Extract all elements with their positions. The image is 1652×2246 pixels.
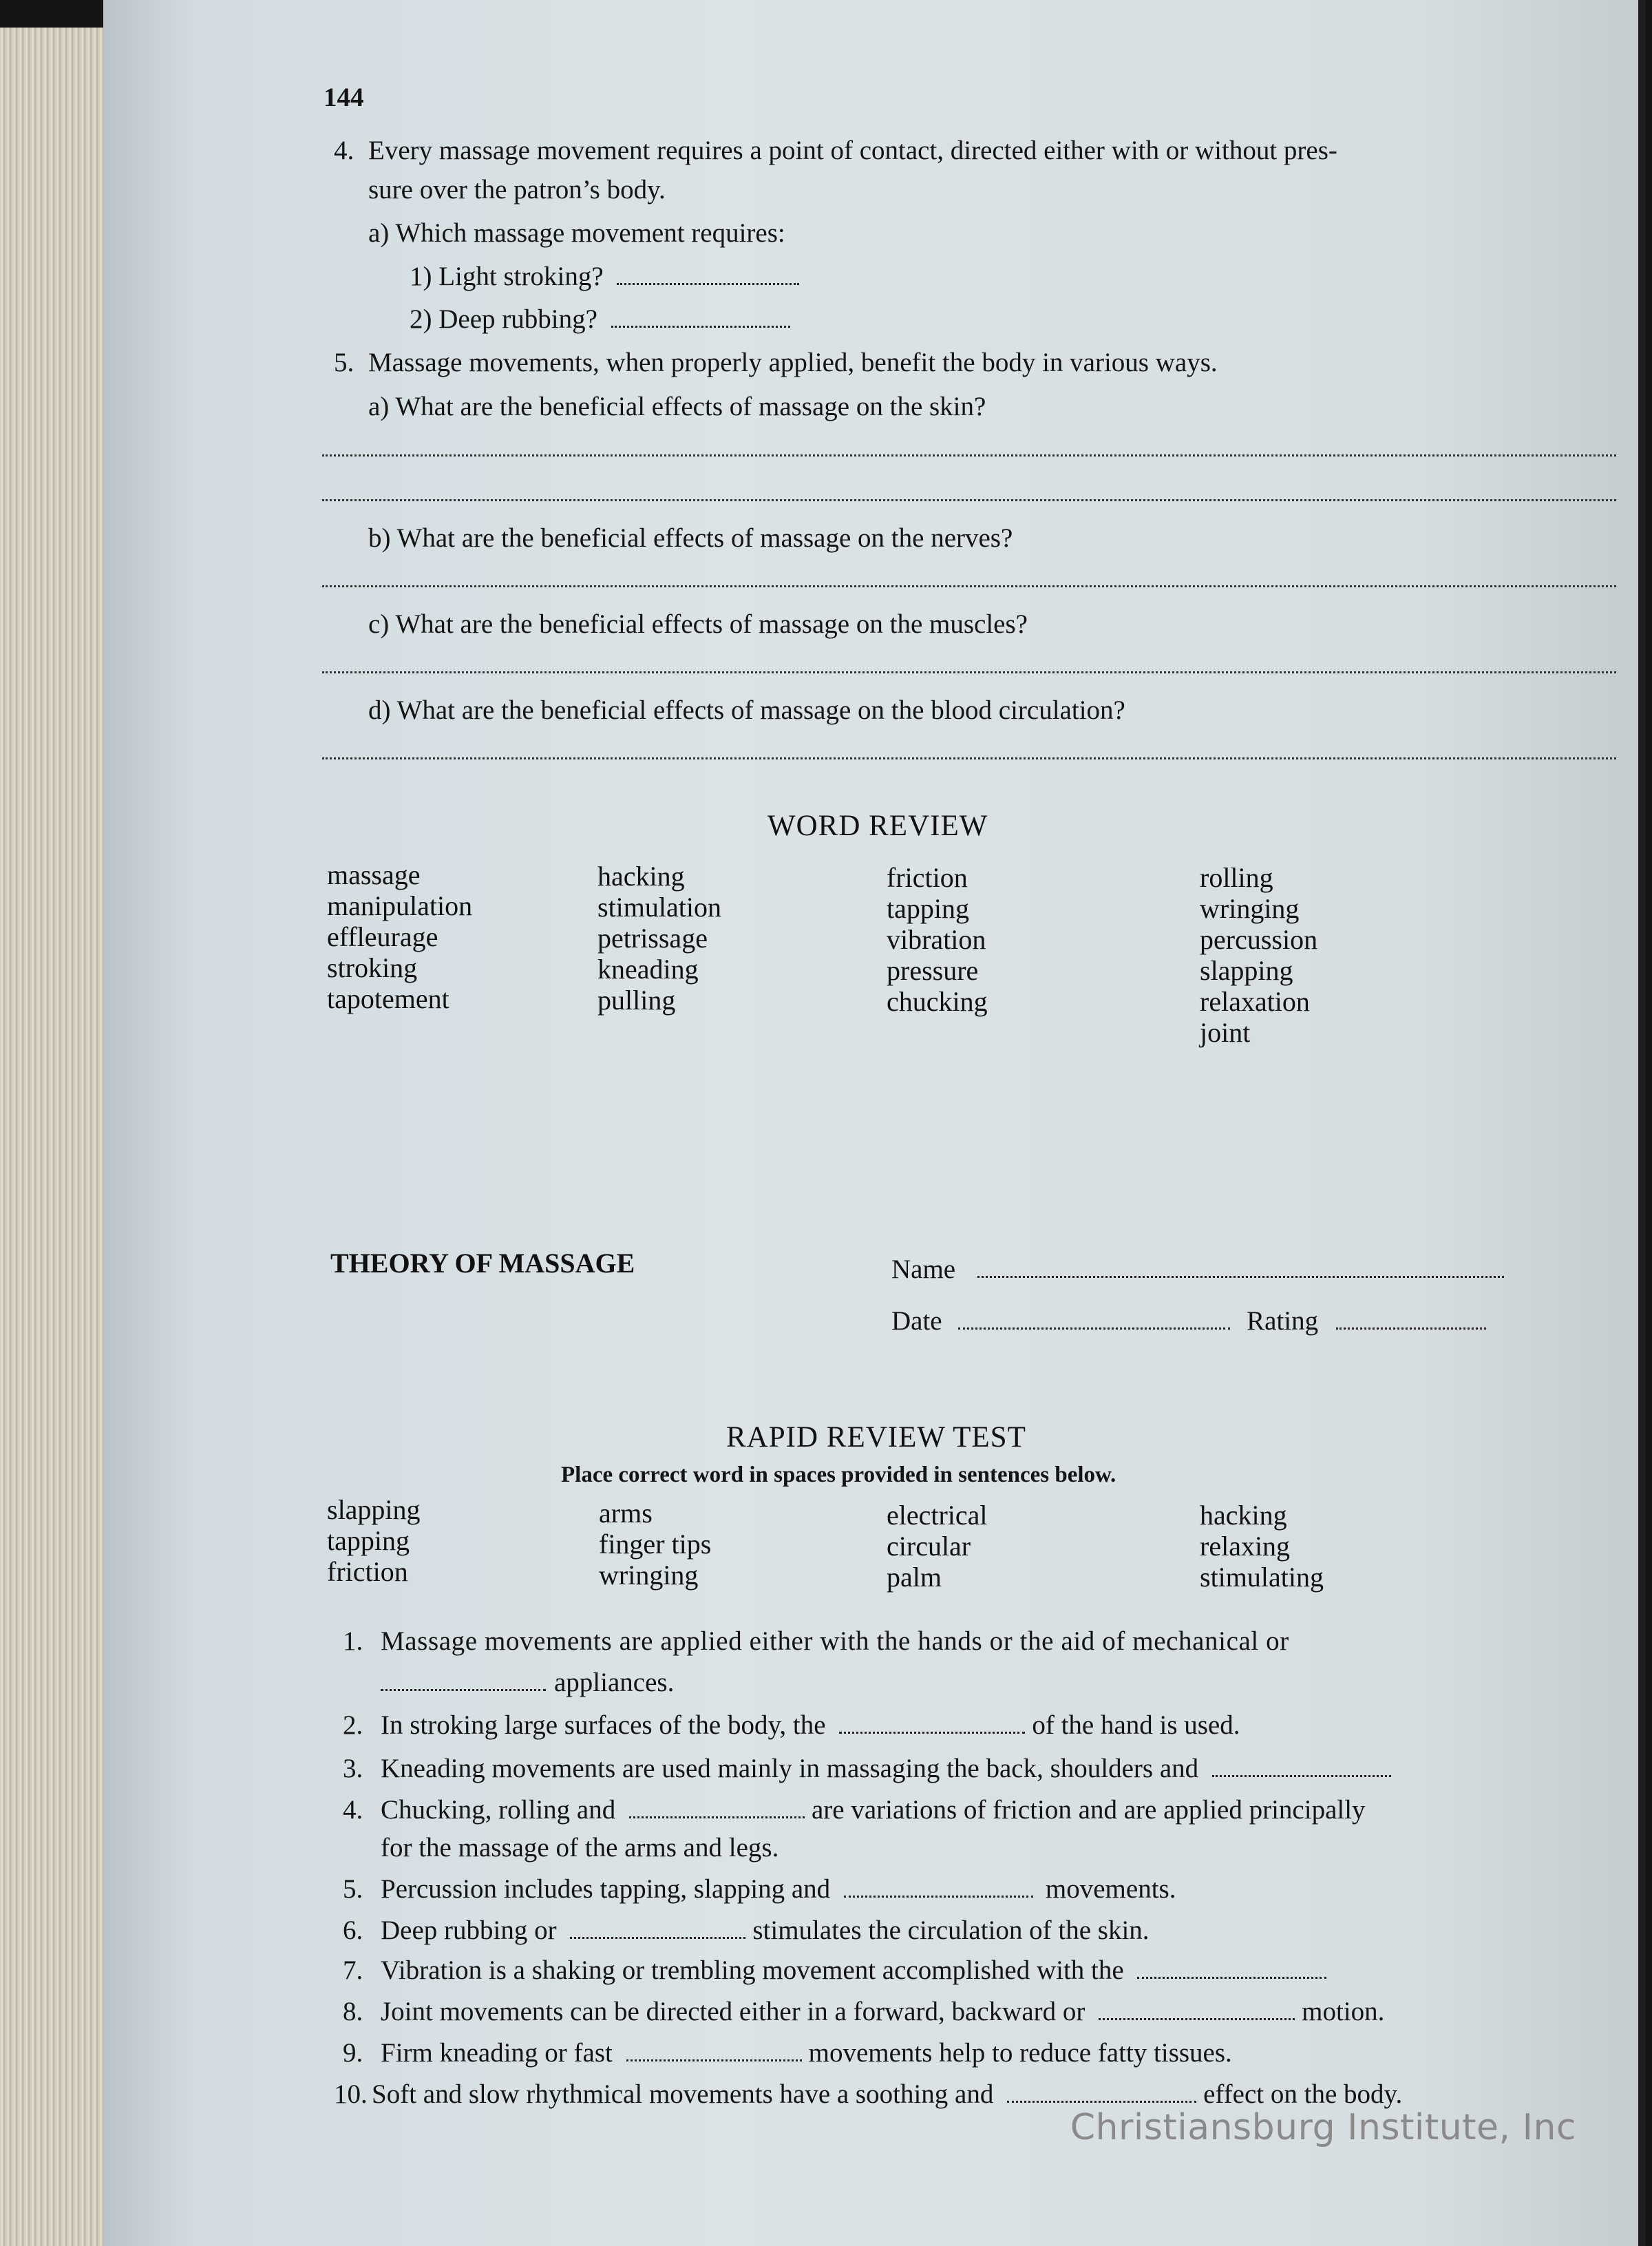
rapid-review-term: circular: [887, 1531, 971, 1562]
answer-line-nerves[interactable]: [322, 585, 1616, 587]
name-field: [891, 1253, 1504, 1286]
word-review-column-2: [597, 861, 721, 1016]
date-label: Date: [891, 1306, 942, 1336]
sentence-6: [343, 1914, 1150, 1947]
sentence-4-text-start: Chucking, rolling and: [381, 1795, 616, 1825]
word-review-term: wringing: [1200, 893, 1300, 924]
sentence-2-text-start: In stroking large surfaces of the body, the: [381, 1710, 826, 1740]
rapid-review-column-2: [599, 1498, 711, 1591]
sentence-10: [334, 2078, 1402, 2111]
book-page: [103, 0, 1645, 2246]
name-label: Name: [891, 1255, 956, 1284]
rapid-review-term: relaxing: [1200, 1531, 1291, 1562]
answer-blank-3[interactable]: [1212, 1754, 1391, 1777]
word-review-term: petrissage: [597, 923, 708, 954]
question-4a-2-text: 2) Deep rubbing?: [410, 304, 597, 334]
rapid-review-instruction: Place correct word in spaces provided in sentences below.: [561, 1462, 1116, 1487]
sentence-2-number: 2.: [343, 1710, 363, 1740]
word-review-term: vibration: [887, 924, 986, 955]
word-review-term: chucking: [887, 986, 988, 1017]
rapid-review-term: friction: [327, 1556, 408, 1587]
question-4-line-2: sure over the patron’s body.: [368, 175, 666, 204]
question-5-number: 5.: [334, 348, 354, 377]
question-5: Massage movements, when properly applied, benefit the body in various ways.: [368, 348, 1218, 377]
word-review-column-3: [887, 862, 988, 1017]
answer-blank-8[interactable]: [1099, 1997, 1295, 2020]
rapid-review-term: arms: [599, 1498, 653, 1529]
rating-input-blank[interactable]: [1336, 1307, 1486, 1330]
sentence-8-text-end: motion.: [1302, 1997, 1385, 2026]
answer-blank-7[interactable]: [1137, 1956, 1326, 1979]
question-4a-2: [410, 303, 790, 336]
answer-blank-9[interactable]: [626, 2039, 802, 2061]
word-review-term: tapotement: [327, 983, 449, 1014]
word-review-term: rolling: [1200, 862, 1273, 893]
sentence-8-text-start: Joint movements can be directed either in a forward, backward or: [381, 1997, 1086, 2026]
sentence-3: [343, 1752, 1391, 1785]
sentence-5-text-start: Percussion includes tapping, slapping and: [381, 1874, 831, 1904]
rapid-review-term: tapping: [327, 1525, 410, 1556]
word-review-term: massage: [327, 859, 421, 890]
word-review-term: kneading: [597, 954, 699, 985]
sentence-3-text: Kneading movements are used mainly in massaging the back, shoulders and: [381, 1754, 1199, 1783]
answer-blank-10[interactable]: [1007, 2080, 1196, 2103]
rapid-review-term: wringing: [599, 1560, 699, 1591]
word-review-term: percussion: [1200, 924, 1318, 955]
sentence-6-text-start: Deep rubbing or: [381, 1916, 557, 1945]
sentence-3-number: 3.: [343, 1754, 363, 1783]
sentence-1-continued: [381, 1666, 674, 1699]
question-4-line-1: Every massage movement requires a point of contact, directed either with or without pres-: [368, 136, 1337, 165]
word-review-term: stroking: [327, 952, 418, 983]
sentence-9: [343, 2037, 1232, 2070]
sentence-7: [343, 1954, 1326, 1987]
sentence-6-text-end: stimulates the circulation of the skin.: [752, 1916, 1150, 1945]
rapid-review-column-3: [887, 1500, 988, 1593]
rapid-review-title: RAPID REVIEW TEST: [726, 1421, 1026, 1453]
question-5c: c) What are the beneficial effects of massage on the muscles?: [368, 609, 1028, 639]
word-review-term: pressure: [887, 955, 979, 986]
question-4a: a) Which massage movement requires:: [368, 218, 785, 248]
page-gutter-shadow: [1638, 0, 1645, 2246]
word-review-column-1: [327, 859, 472, 1014]
answer-line-skin-2[interactable]: [322, 499, 1616, 501]
sentence-6-number: 6.: [343, 1916, 363, 1945]
sentence-8: [343, 1995, 1384, 2028]
sentence-4-continued: for the massage of the arms and legs.: [381, 1833, 779, 1862]
sentence-1-text: Massage movements are applied either with the hands or the aid of mechanical or: [381, 1626, 1289, 1656]
sentence-5-text-end: movements.: [1045, 1874, 1176, 1904]
sentence-1-text-end: appliances.: [554, 1668, 675, 1697]
word-review-term: slapping: [1200, 955, 1293, 986]
name-input-blank[interactable]: [977, 1255, 1504, 1278]
rapid-review-column-1: [327, 1494, 421, 1587]
sentence-4: [343, 1794, 1366, 1827]
rapid-review-term: finger tips: [599, 1529, 712, 1560]
answer-line-skin-1[interactable]: [322, 454, 1616, 456]
word-review-title: WORD REVIEW: [767, 810, 988, 842]
word-review-column-4: [1200, 862, 1317, 1048]
sentence-5-number: 5.: [343, 1874, 363, 1904]
watermark: Christiansburg Institute, Inc: [1070, 2107, 1576, 2148]
sentence-4-text-end: are variations of friction and are applied principally: [811, 1795, 1366, 1825]
answer-blank-5[interactable]: [844, 1875, 1033, 1898]
answer-blank-4[interactable]: [629, 1796, 805, 1818]
word-review-term: relaxation: [1200, 986, 1310, 1017]
word-review-term: pulling: [597, 985, 676, 1016]
answer-line-muscles[interactable]: [322, 671, 1616, 673]
sentence-5: [343, 1873, 1176, 1906]
question-4-number: 4.: [334, 136, 354, 165]
sentence-10-text-start: Soft and slow rhythmical movements have a soothing and: [372, 2079, 994, 2109]
sentence-9-number: 9.: [343, 2038, 363, 2068]
question-5d: d) What are the beneficial effects of massage on the blood circulation?: [368, 695, 1125, 725]
rapid-review-term: electrical: [887, 1500, 988, 1531]
sentence-1: [343, 1625, 1289, 1658]
answer-blank-2[interactable]: [839, 1711, 1025, 1734]
sentence-9-text-start: Firm kneading or fast: [381, 2038, 613, 2068]
date-input-blank[interactable]: [958, 1307, 1230, 1330]
answer-blank-6[interactable]: [570, 1916, 745, 1939]
question-5a: a) What are the beneficial effects of massage on the skin?: [368, 392, 986, 421]
date-rating-field: [891, 1305, 1486, 1338]
sentence-7-text: Vibration is a shaking or trembling movement accomplished with the: [381, 1955, 1124, 1985]
rapid-review-term: slapping: [327, 1494, 421, 1525]
sentence-2-text-end: of the hand is used.: [1032, 1710, 1240, 1740]
word-review-term: manipulation: [327, 890, 473, 921]
sentence-10-text-end: effect on the body.: [1203, 2079, 1403, 2109]
answer-blank-deep-rubbing[interactable]: [611, 305, 790, 328]
rapid-review-column-4: [1200, 1500, 1324, 1593]
sentence-4-number: 4.: [343, 1795, 363, 1825]
rapid-review-term: palm: [887, 1562, 942, 1593]
sentence-9-text-end: movements help to reduce fatty tissues.: [808, 2038, 1232, 2068]
sentence-1-number: 1.: [343, 1626, 363, 1656]
rapid-review-term: stimulating: [1200, 1562, 1324, 1593]
word-review-term: stimulation: [597, 892, 721, 923]
rating-label: Rating: [1247, 1306, 1319, 1336]
sentence-8-number: 8.: [343, 1997, 363, 2026]
word-review-term: tapping: [887, 893, 969, 924]
word-review-term: effleurage: [327, 921, 438, 952]
sentence-10-number: 10.: [334, 2079, 368, 2109]
word-review-term: hacking: [597, 861, 685, 892]
section-title-theory-of-massage: THEORY OF MASSAGE: [330, 1248, 635, 1279]
answer-line-circulation[interactable]: [322, 757, 1616, 759]
answer-blank-1[interactable]: [381, 1668, 546, 1691]
sentence-7-number: 7.: [343, 1955, 363, 1985]
question-4a-1: [410, 260, 799, 293]
answer-blank-light-stroking[interactable]: [617, 262, 799, 285]
question-4a-1-text: 1) Light stroking?: [410, 262, 604, 291]
word-review-term: joint: [1200, 1017, 1251, 1048]
question-5b: b) What are the beneficial effects of massage on the nerves?: [368, 523, 1013, 553]
rapid-review-term: hacking: [1200, 1500, 1287, 1531]
page-number: 144: [324, 83, 364, 112]
word-review-term: friction: [887, 862, 968, 893]
sentence-2: [343, 1709, 1240, 1742]
